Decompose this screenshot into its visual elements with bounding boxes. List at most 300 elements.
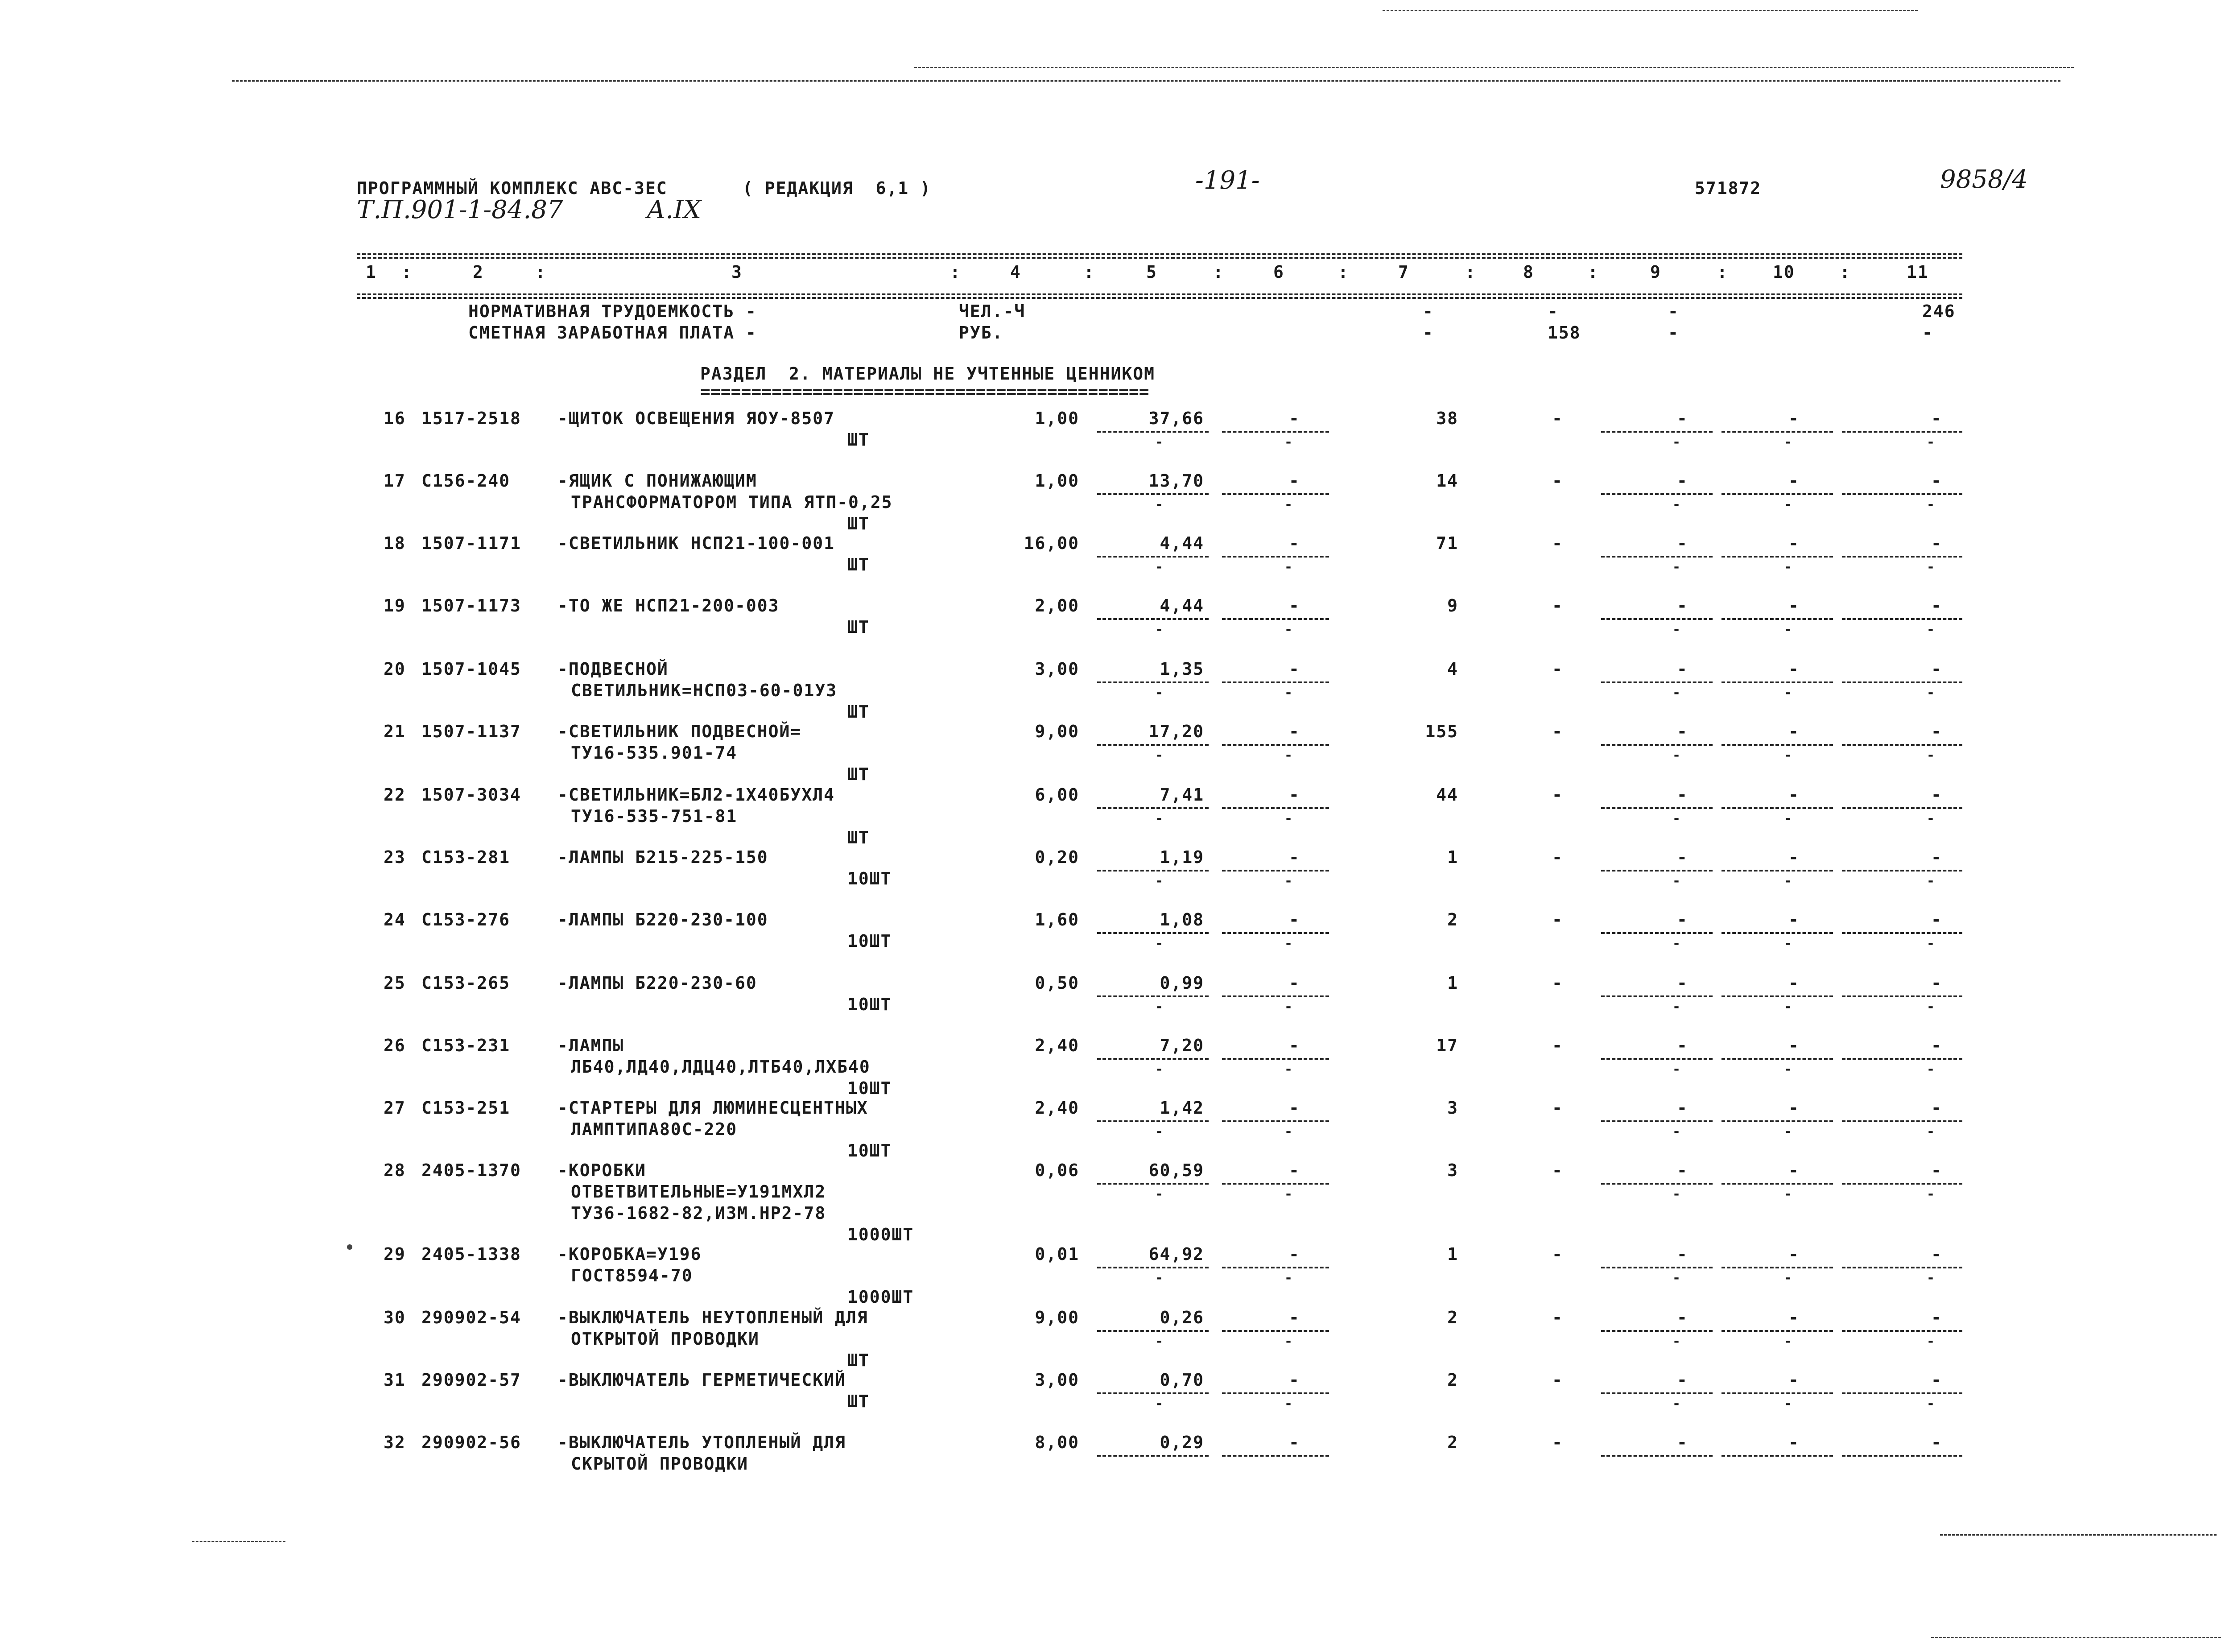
row-col8: - — [1552, 533, 1563, 553]
row-quantity: 0,06 — [1035, 1161, 1079, 1180]
cell-underline — [1097, 1455, 1209, 1457]
row-col6: - — [1289, 785, 1300, 805]
row-col7: 44 — [1436, 785, 1458, 805]
cell-dash-mark: - — [1927, 497, 1936, 512]
row-col11: - — [1931, 1244, 1942, 1264]
row-col6: - — [1289, 409, 1300, 428]
cell-underline — [1222, 932, 1329, 934]
summary-col8: - — [1548, 301, 1559, 321]
row-col6: - — [1289, 659, 1300, 679]
row-code: С156-240 — [421, 471, 511, 491]
cell-underline — [1097, 744, 1209, 746]
summary-col11: 246 — [1922, 301, 1956, 321]
row-col11: - — [1931, 533, 1942, 553]
summary-col7: - — [1423, 323, 1434, 343]
row-description-line: -ЯЩИК С ПОНИЖАЮЩИМ — [557, 471, 757, 491]
cell-underline — [1842, 556, 1962, 558]
row-col8: - — [1552, 973, 1563, 993]
cell-underline — [1601, 618, 1713, 620]
row-col11: - — [1931, 722, 1942, 741]
row-unit: ШТ — [847, 555, 870, 574]
row-unit: 10ШТ — [847, 995, 892, 1014]
cell-dash-mark: - — [1927, 1124, 1936, 1140]
section-underline: ============================================ — [700, 382, 1149, 401]
row-col7: 71 — [1436, 533, 1458, 553]
cell-dash-mark: - — [1784, 1124, 1793, 1140]
column-header-8: 8 — [1523, 262, 1534, 282]
cell-dash-mark: - — [1784, 434, 1793, 450]
cell-underline — [1721, 995, 1833, 997]
row-description-line: -ВЫКЛЮЧАТЕЛЬ УТОПЛЕНЫЙ ДЛЯ — [557, 1433, 846, 1452]
row-col8: - — [1552, 722, 1563, 741]
row-description-line: -КОРОБКИ — [557, 1161, 647, 1180]
cell-dash-mark: - — [1155, 999, 1164, 1015]
row-unit-price: 1,08 — [1160, 910, 1204, 929]
row-col8: - — [1552, 785, 1563, 805]
row-unit: ШТ — [847, 514, 870, 533]
row-col11: - — [1931, 847, 1942, 867]
cell-dash-mark: - — [1784, 1270, 1793, 1286]
row-unit-price: 4,44 — [1160, 533, 1204, 553]
cell-dash-mark: - — [1927, 999, 1936, 1015]
cell-underline — [1601, 995, 1713, 997]
cell-underline — [1842, 681, 1962, 683]
cell-dash-mark: - — [1927, 685, 1936, 701]
row-quantity: 9,00 — [1035, 722, 1079, 741]
row-unit-price: 60,59 — [1148, 1161, 1204, 1180]
row-col11: - — [1931, 409, 1942, 428]
row-quantity: 1,00 — [1035, 471, 1079, 491]
row-unit: ШТ — [847, 430, 870, 450]
row-col8: - — [1552, 596, 1563, 615]
row-description-line: -СВЕТИЛЬНИК=БЛ2-1Х40БУХЛ4 — [557, 785, 835, 805]
row-quantity: 1,00 — [1035, 409, 1079, 428]
cell-dash-mark: - — [1672, 811, 1682, 826]
cell-dash-mark: - — [1672, 1124, 1682, 1140]
row-code: С153-276 — [421, 910, 511, 929]
row-unit-price: 1,42 — [1160, 1098, 1204, 1118]
cell-dash-mark: - — [1784, 873, 1793, 889]
cell-underline — [1097, 556, 1209, 558]
bottom-scan-line-left — [192, 1541, 285, 1542]
row-quantity: 0,01 — [1035, 1244, 1079, 1264]
cell-dash-mark: - — [1927, 622, 1936, 637]
cell-underline — [1601, 431, 1713, 433]
row-col10: - — [1788, 973, 1800, 993]
cell-underline — [1721, 431, 1833, 433]
row-number: 19 — [384, 596, 406, 615]
row-unit-price: 0,99 — [1160, 973, 1204, 993]
scan-speck — [347, 1244, 352, 1250]
cell-dash-mark: - — [1284, 1124, 1294, 1140]
cell-dash-mark: - — [1927, 1396, 1936, 1412]
cell-dash-mark: - — [1927, 873, 1936, 889]
row-quantity: 9,00 — [1035, 1308, 1079, 1327]
cell-underline — [1222, 1058, 1329, 1060]
cell-underline — [1721, 493, 1833, 495]
cell-dash-mark: - — [1672, 685, 1682, 701]
row-col11: - — [1931, 1161, 1942, 1180]
cell-underline — [1721, 1392, 1833, 1394]
row-col10: - — [1788, 1244, 1800, 1264]
row-unit: ШТ — [847, 764, 870, 784]
row-col10: - — [1788, 847, 1800, 867]
header-rule-top-2 — [357, 257, 1962, 259]
row-code: С153-231 — [421, 1036, 511, 1055]
row-number: 28 — [384, 1161, 406, 1180]
cell-dash-mark: - — [1672, 873, 1682, 889]
row-col6: - — [1289, 1036, 1300, 1055]
row-col9: - — [1677, 1161, 1688, 1180]
row-col11: - — [1931, 659, 1942, 679]
row-unit-price: 13,70 — [1148, 471, 1204, 491]
cell-dash-mark: - — [1784, 1396, 1793, 1412]
column-separator: : — [1588, 262, 1599, 282]
column-header-6: 6 — [1273, 262, 1284, 282]
cell-underline — [1222, 493, 1329, 495]
cell-underline — [1601, 1455, 1713, 1457]
row-quantity: 0,50 — [1035, 973, 1079, 993]
row-col9: - — [1677, 1433, 1688, 1452]
row-number: 20 — [384, 659, 406, 679]
row-col9: - — [1677, 1244, 1688, 1264]
column-header-10: 10 — [1773, 262, 1795, 282]
program-title: ПРОГРАММНЫЙ КОМПЛЕКС АВС-ЗЕС — [357, 178, 668, 198]
row-col11: - — [1931, 596, 1942, 615]
cell-dash-mark: - — [1284, 1334, 1294, 1349]
cell-dash-mark: - — [1284, 559, 1294, 575]
row-col8: - — [1552, 1370, 1563, 1390]
row-col9: - — [1677, 722, 1688, 741]
row-unit: 10ШТ — [847, 1141, 892, 1161]
row-col6: - — [1289, 1433, 1300, 1452]
row-code: 2405-1338 — [421, 1244, 521, 1264]
row-code: 290902-54 — [421, 1308, 521, 1327]
cell-underline — [1721, 1267, 1833, 1268]
cell-dash-mark: - — [1672, 559, 1682, 575]
row-description-line: -ЛАМПЫ — [557, 1036, 624, 1055]
row-col10: - — [1788, 533, 1800, 553]
row-col7: 1 — [1447, 1244, 1458, 1264]
cell-underline — [1097, 1392, 1209, 1394]
cell-dash-mark: - — [1284, 873, 1294, 889]
cell-underline — [1097, 1058, 1209, 1060]
row-description-line: -ЛАМПЫ Б220-230-60 — [557, 973, 757, 993]
row-quantity: 1,60 — [1035, 910, 1079, 929]
cell-underline — [1097, 1267, 1209, 1268]
row-unit-price: 4,44 — [1160, 596, 1204, 615]
cell-dash-mark: - — [1155, 685, 1164, 701]
summary-unit: РУБ. — [959, 323, 1003, 343]
column-separator: : — [1084, 262, 1095, 282]
row-col8: - — [1552, 659, 1563, 679]
row-code: 1507-3034 — [421, 785, 521, 805]
row-col11: - — [1931, 1098, 1942, 1118]
row-unit: ШТ — [847, 617, 870, 637]
cell-underline — [1097, 932, 1209, 934]
column-separator: : — [1213, 262, 1224, 282]
cell-underline — [1222, 1392, 1329, 1394]
row-number: 25 — [384, 973, 406, 993]
cell-dash-mark: - — [1155, 811, 1164, 826]
cell-underline — [1842, 493, 1962, 495]
row-col11: - — [1931, 1433, 1942, 1452]
row-col9: - — [1677, 1036, 1688, 1055]
row-quantity: 6,00 — [1035, 785, 1079, 805]
row-col6: - — [1289, 471, 1300, 491]
cell-underline — [1842, 932, 1962, 934]
cell-dash-mark: - — [1155, 1334, 1164, 1349]
cell-underline — [1842, 1267, 1962, 1268]
cell-dash-mark: - — [1672, 622, 1682, 637]
row-col6: - — [1289, 533, 1300, 553]
row-col10: - — [1788, 1098, 1800, 1118]
cell-dash-mark: - — [1284, 1270, 1294, 1286]
column-header-3: 3 — [731, 262, 743, 282]
row-description-line: ГОСТ8594-70 — [571, 1266, 693, 1285]
bottom-scan-line-right-2 — [1931, 1637, 2221, 1638]
row-col9: - — [1677, 1098, 1688, 1118]
row-col7: 2 — [1447, 1370, 1458, 1390]
header-rule-top — [357, 253, 1962, 255]
row-unit-price: 1,35 — [1160, 659, 1204, 679]
cell-underline — [1222, 556, 1329, 558]
row-unit: ШТ — [847, 1392, 870, 1411]
row-number: 21 — [384, 722, 406, 741]
cell-underline — [1601, 493, 1713, 495]
summary-unit: ЧЕЛ.-Ч — [959, 301, 1026, 321]
row-quantity: 2,40 — [1035, 1098, 1079, 1118]
row-code: 1517-2518 — [421, 409, 521, 428]
cell-underline — [1222, 744, 1329, 746]
row-col7: 17 — [1436, 1036, 1458, 1055]
cell-underline — [1601, 870, 1713, 871]
row-quantity: 16,00 — [1024, 533, 1079, 553]
cell-underline — [1842, 870, 1962, 871]
row-col9: - — [1677, 1308, 1688, 1327]
row-description-line: -ТО ЖЕ НСП21-200-003 — [557, 596, 780, 615]
row-number: 24 — [384, 910, 406, 929]
row-col8: - — [1552, 1308, 1563, 1327]
cell-dash-mark: - — [1284, 936, 1294, 951]
cell-underline — [1601, 807, 1713, 809]
row-col10: - — [1788, 1308, 1800, 1327]
cell-underline — [1721, 681, 1833, 683]
cell-dash-mark: - — [1284, 685, 1294, 701]
summary-col7: - — [1423, 301, 1434, 321]
row-col8: - — [1552, 1433, 1563, 1452]
header-rule-bottom — [357, 293, 1962, 295]
cell-dash-mark: - — [1155, 1186, 1164, 1202]
album-number: А.IX — [647, 195, 702, 224]
row-description-line: ОТВЕТВИТЕЛЬНЫЕ=У191МХЛ2 — [571, 1182, 826, 1202]
row-number: 31 — [384, 1370, 406, 1390]
row-col6: - — [1289, 722, 1300, 741]
cell-underline — [1721, 1183, 1833, 1185]
row-code: С153-251 — [421, 1098, 511, 1118]
row-code: С153-265 — [421, 973, 511, 993]
row-number: 30 — [384, 1308, 406, 1327]
cell-dash-mark: - — [1672, 1334, 1682, 1349]
cell-underline — [1842, 431, 1962, 433]
cell-dash-mark: - — [1155, 434, 1164, 450]
row-description-line: -СВЕТИЛЬНИК ПОДВЕСНОЙ= — [557, 722, 802, 741]
row-description-line: -ЛАМПЫ Б215-225-150 — [557, 847, 768, 867]
column-header-7: 7 — [1398, 262, 1409, 282]
top-scan-line — [232, 80, 2060, 82]
cell-underline — [1222, 1120, 1329, 1122]
row-col8: - — [1552, 1244, 1563, 1264]
cell-dash-mark: - — [1284, 1186, 1294, 1202]
row-description-line: ТУ36-1682-82,ИЗМ.НР2-78 — [571, 1203, 826, 1223]
row-unit: ШТ — [847, 828, 870, 847]
row-col10: - — [1788, 722, 1800, 741]
edition-label: ( РЕДАКЦИЯ 6,1 ) — [743, 178, 931, 198]
row-col10: - — [1788, 1161, 1800, 1180]
page-number: -191- — [1195, 166, 1260, 195]
row-col9: - — [1677, 847, 1688, 867]
row-number: 17 — [384, 471, 406, 491]
row-number: 27 — [384, 1098, 406, 1118]
cell-dash-mark: - — [1155, 559, 1164, 575]
row-description-line: ТРАНСФОРМАТОРОМ ТИПА ЯТП-0,25 — [571, 492, 893, 512]
row-code: С153-281 — [421, 847, 511, 867]
row-quantity: 0,20 — [1035, 847, 1079, 867]
cell-underline — [1842, 1120, 1962, 1122]
row-description-line: -ЛАМПЫ Б220-230-100 — [557, 910, 768, 929]
cell-dash-mark: - — [1672, 497, 1682, 512]
row-col8: - — [1552, 471, 1563, 491]
cell-underline — [1842, 1058, 1962, 1060]
row-unit: 10ШТ — [847, 931, 892, 951]
row-number: 18 — [384, 533, 406, 553]
row-col7: 4 — [1447, 659, 1458, 679]
cell-dash-mark: - — [1155, 936, 1164, 951]
row-description-line: -ВЫКЛЮЧАТЕЛЬ НЕУТОПЛЕНЫЙ ДЛЯ — [557, 1308, 868, 1327]
row-unit: 1000ШТ — [847, 1287, 914, 1307]
cell-underline — [1601, 1120, 1713, 1122]
cell-underline — [1097, 618, 1209, 620]
row-description-line: -СТАРТЕРЫ ДЛЯ ЛЮМИНЕСЦЕНТНЫХ — [557, 1098, 868, 1118]
cell-underline — [1097, 870, 1209, 871]
cell-dash-mark: - — [1672, 1396, 1682, 1412]
cell-underline — [1721, 807, 1833, 809]
cell-underline — [1721, 1330, 1833, 1332]
row-number: 22 — [384, 785, 406, 805]
cell-dash-mark: - — [1672, 1270, 1682, 1286]
row-col7: 14 — [1436, 471, 1458, 491]
row-description-line: ЛАМПТИПА80С-220 — [571, 1119, 738, 1139]
cell-dash-mark: - — [1155, 1124, 1164, 1140]
summary-label: СМЕТНАЯ ЗАРАБОТНАЯ ПЛАТА - — [468, 323, 757, 343]
row-description-line: ОТКРЫТОЙ ПРОВОДКИ — [571, 1329, 760, 1349]
row-unit-price: 7,41 — [1160, 785, 1204, 805]
cell-underline — [1601, 1392, 1713, 1394]
row-col10: - — [1788, 471, 1800, 491]
column-header-4: 4 — [1010, 262, 1021, 282]
row-col10: - — [1788, 910, 1800, 929]
row-code: 2405-1370 — [421, 1161, 521, 1180]
row-col9: - — [1677, 1370, 1688, 1390]
row-col10: - — [1788, 659, 1800, 679]
cell-dash-mark: - — [1155, 1061, 1164, 1077]
top-scan-line-3 — [1383, 10, 1918, 11]
row-code: 1507-1045 — [421, 659, 521, 679]
cell-dash-mark: - — [1284, 748, 1294, 763]
row-col11: - — [1931, 1036, 1942, 1055]
cell-dash-mark: - — [1284, 434, 1294, 450]
cell-dash-mark: - — [1784, 1061, 1793, 1077]
cell-dash-mark: - — [1284, 1061, 1294, 1077]
cell-dash-mark: - — [1784, 497, 1793, 512]
cell-dash-mark: - — [1784, 685, 1793, 701]
cell-underline — [1601, 681, 1713, 683]
cell-dash-mark: - — [1155, 497, 1164, 512]
cell-dash-mark: - — [1784, 622, 1793, 637]
column-header-5: 5 — [1146, 262, 1157, 282]
row-col9: - — [1677, 596, 1688, 615]
row-description-line: ТУ16-535.901-74 — [571, 743, 738, 763]
column-separator: : — [535, 262, 546, 282]
column-header-9: 9 — [1650, 262, 1661, 282]
cell-underline — [1222, 1267, 1329, 1268]
column-separator: : — [1465, 262, 1476, 282]
row-col7: 3 — [1447, 1161, 1458, 1180]
row-unit: ШТ — [847, 1351, 870, 1370]
row-unit-price: 0,29 — [1160, 1433, 1204, 1452]
row-unit: 1000ШТ — [847, 1225, 914, 1244]
row-description-line: ТУ16-535-751-81 — [571, 806, 738, 826]
cell-dash-mark: - — [1672, 1186, 1682, 1202]
cell-dash-mark: - — [1927, 434, 1936, 450]
row-col8: - — [1552, 847, 1563, 867]
row-col6: - — [1289, 1370, 1300, 1390]
cell-underline — [1842, 1183, 1962, 1185]
row-col8: - — [1552, 910, 1563, 929]
column-separator: : — [1840, 262, 1851, 282]
row-unit: 10ШТ — [847, 869, 892, 888]
cell-underline — [1097, 1330, 1209, 1332]
row-quantity: 2,00 — [1035, 596, 1079, 615]
row-unit-price: 0,70 — [1160, 1370, 1204, 1390]
row-description-line: -ПОДВЕСНОЙ — [557, 659, 669, 679]
row-col8: - — [1552, 1098, 1563, 1118]
row-col7: 1 — [1447, 973, 1458, 993]
summary-col9: - — [1668, 323, 1679, 343]
row-unit: ШТ — [847, 702, 870, 722]
section-title: РАЗДЕЛ 2. МАТЕРИАЛЫ НЕ УЧТЕННЫЕ ЦЕННИКОМ — [700, 364, 1155, 384]
row-description-line: -СВЕТИЛЬНИК НСП21-100-001 — [557, 533, 835, 553]
cell-underline — [1097, 493, 1209, 495]
cell-underline — [1842, 1455, 1962, 1457]
row-quantity: 2,40 — [1035, 1036, 1079, 1055]
row-unit-price: 64,92 — [1148, 1244, 1204, 1264]
cell-dash-mark: - — [1927, 1334, 1936, 1349]
row-col11: - — [1931, 785, 1942, 805]
cell-dash-mark: - — [1927, 811, 1936, 826]
row-col6: - — [1289, 910, 1300, 929]
row-col11: - — [1931, 973, 1942, 993]
cell-dash-mark: - — [1784, 748, 1793, 763]
cell-dash-mark: - — [1672, 999, 1682, 1015]
row-col6: - — [1289, 847, 1300, 867]
row-col7: 3 — [1447, 1098, 1458, 1118]
header-rule-bottom-2 — [357, 297, 1962, 299]
row-col7: 9 — [1447, 596, 1458, 615]
row-quantity: 8,00 — [1035, 1433, 1079, 1452]
cell-underline — [1721, 744, 1833, 746]
row-number: 26 — [384, 1036, 406, 1055]
